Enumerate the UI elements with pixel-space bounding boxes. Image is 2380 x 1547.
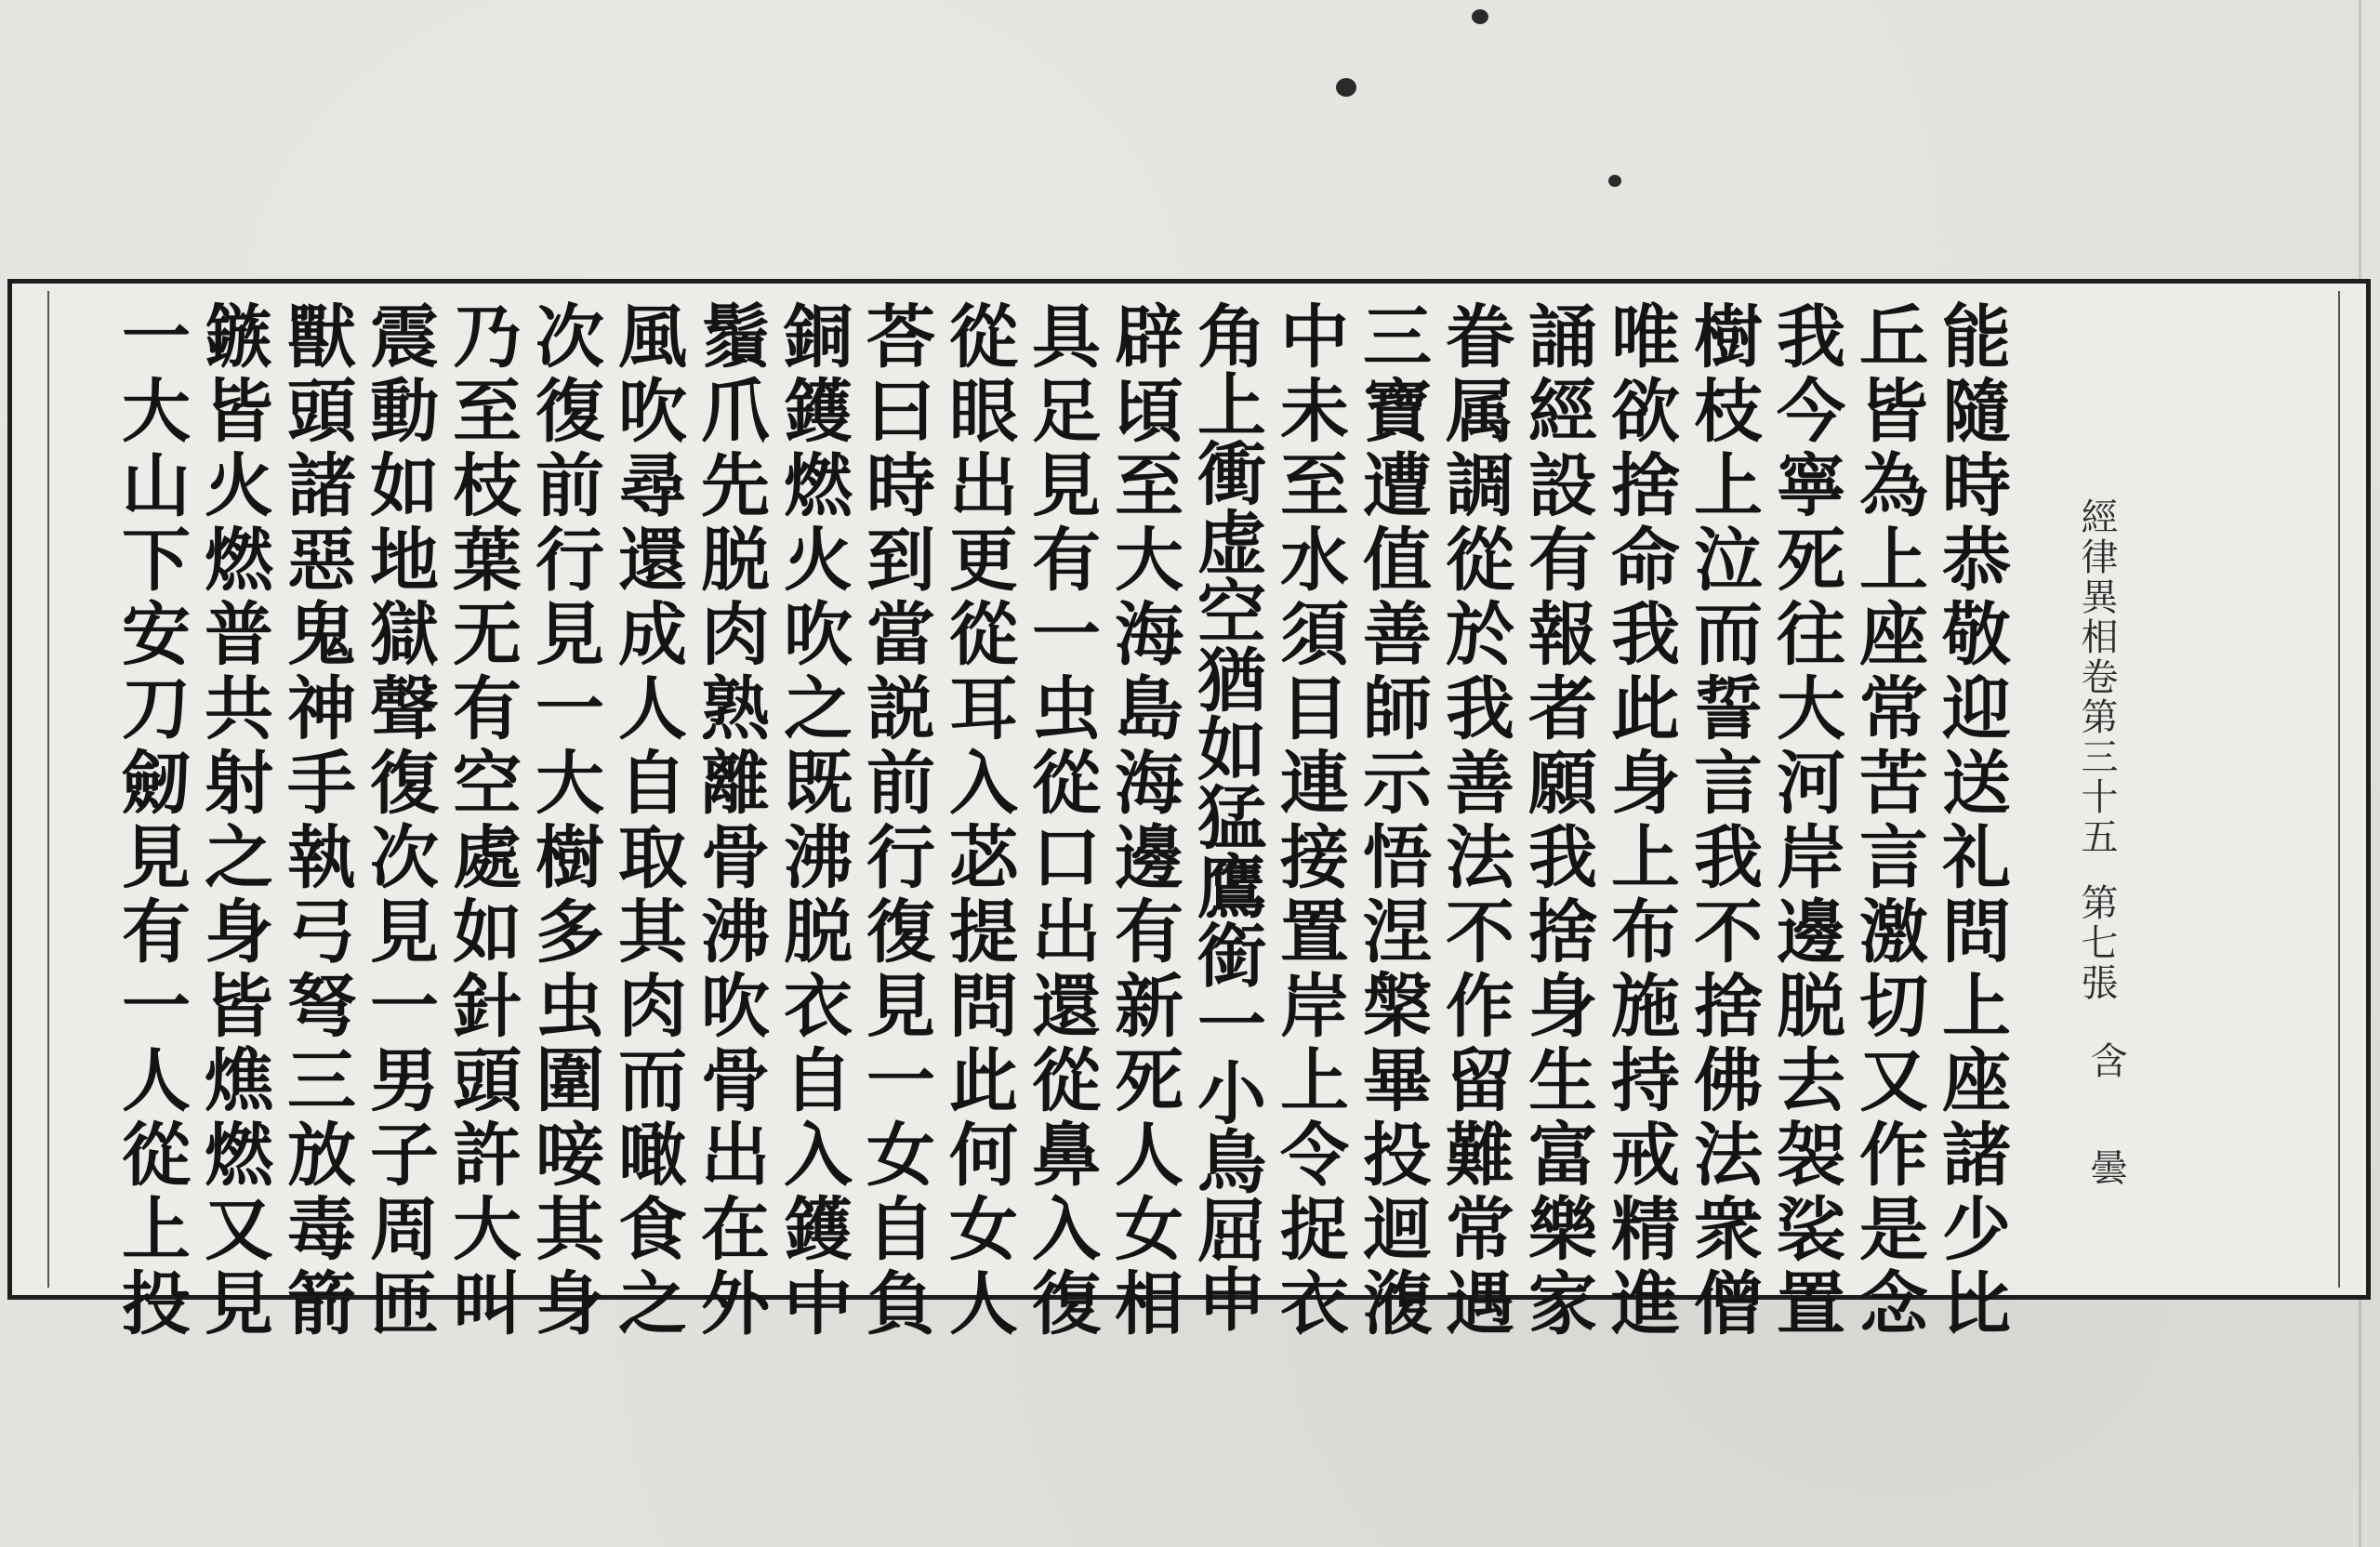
text-column: 中未至水須目連接置岸上令捉衣 [1269,300,1349,1342]
text-column: 銅鑊燃火吹之既沸脱衣自入鑊中 [773,300,853,1342]
text-column: 鏃皆火燃普共射之身皆燋燃又見 [193,300,273,1342]
text-column: 鬚爪先脱肉熟離骨沸吹骨出在外 [690,300,770,1342]
text-column: 誦經設有報者願我捨身生富樂家 [1517,300,1597,1342]
ink-spot [1472,9,1488,24]
text-column: 我今寧死往大河岸邊脱去袈裟置 [1765,300,1845,1342]
text-column: 具足見有一虫從口出還從鼻入復 [1021,300,1101,1342]
text-column: 荅曰時到當説前行復見一女自負 [855,300,935,1342]
text-column: 三寶遭值善師示悟涅槃畢投迴澓 [1352,300,1432,1342]
margin-leaf-number: 第七張 [2075,883,2118,1003]
text-column: 震動如地獄聲復次見一男子周匝 [359,300,439,1342]
text-column: 乃至枝葉无有空處如針頭許大叫 [442,300,522,1342]
text-column: 風吹尋還成人自取其肉而噉食之 [607,300,687,1342]
text-column: 從眼出更從耳入苾提問此何女人 [938,300,1018,1342]
ink-spot [1336,78,1356,97]
text-column: 樹枝上泣而誓言我不捨佛法衆僧 [1683,300,1763,1342]
text-column: 丘皆為上座常苦言激切又作是念 [1848,300,1928,1342]
text-column: 次復前行見一大樹多虫圍唼其身 [524,300,604,1342]
text-column: 角上衝虚空猶如猛鷹銜一小鳥屈申 [1186,300,1266,1332]
text-column: 獸頭諸惡鬼神手執弓弩三放毒箭 [276,300,356,1342]
text-column: 辟頃至大海島海邊有新死人女相 [1104,300,1183,1342]
text-column: 一大山下安刀劒見有一人從上投 [111,300,191,1342]
text-column: 眷属調從於我善法不作留難常遇 [1435,300,1514,1342]
text-column: 唯欲捨命我此身上布施持戒精進 [1600,300,1680,1342]
margin-title: 經律異相卷第三十五 [2075,497,2118,857]
woodblock-text-frame [7,279,2371,1342]
margin-mark: 含 [2084,1041,2127,1081]
text-column: 能隨時恭敬迎送礼問上座諸少比 [1931,300,2011,1342]
ink-spot [1608,175,1621,187]
margin-mark: 曇 [2084,1148,2127,1188]
